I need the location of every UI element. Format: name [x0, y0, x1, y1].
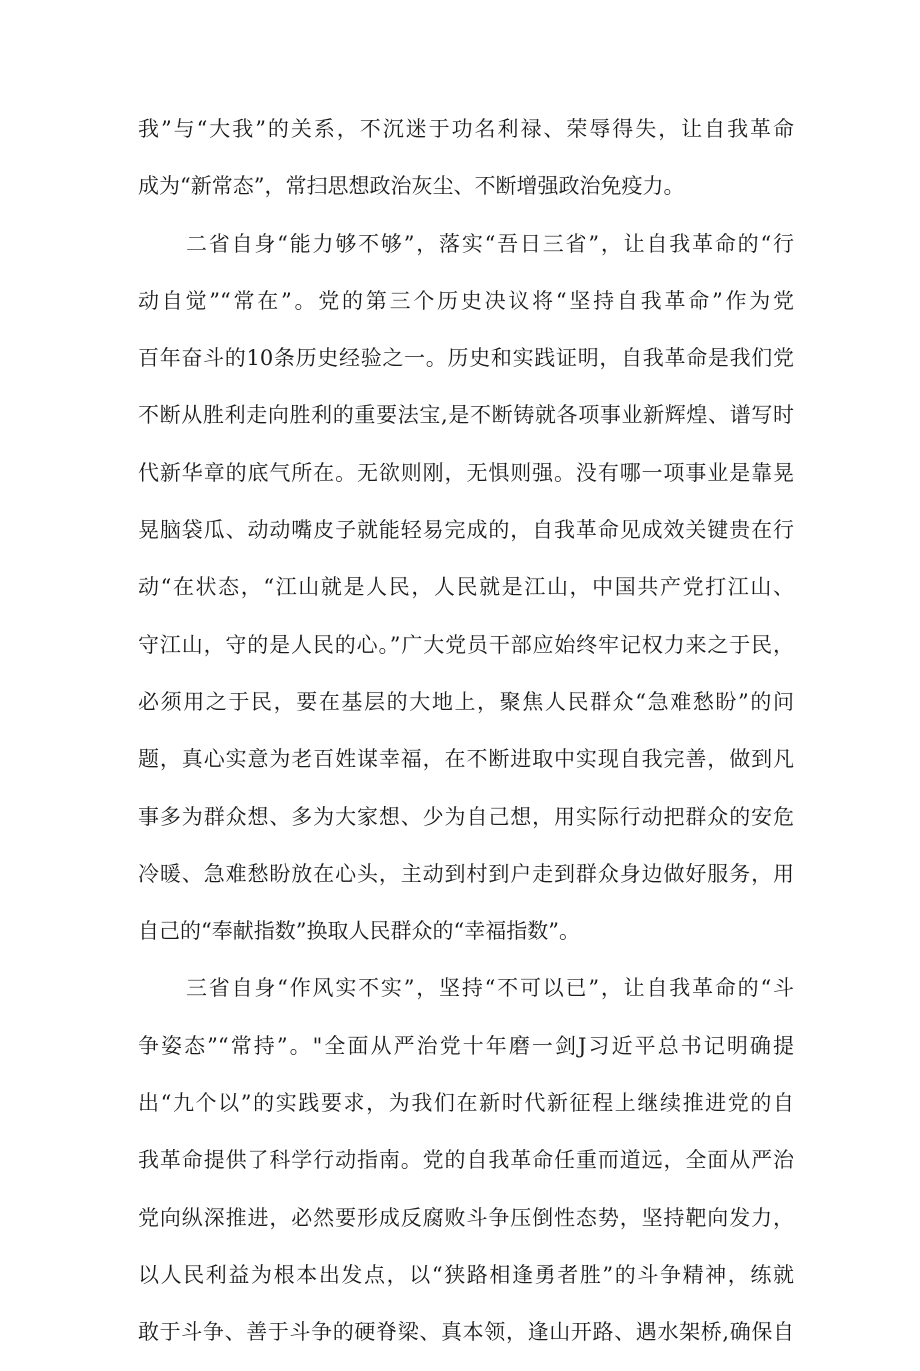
text-line: 我”与“大我”的关系，不沉迷于功名利禄、荣辱得失，让自我革命: [138, 117, 794, 141]
text-line: 自己的“奉献指数”换取人民群众的“幸福指数”。: [138, 919, 580, 944]
text-line: 题，真心实意为老百姓谋幸福，在不断进取中实现自我完善，做到凡: [138, 747, 794, 772]
text-line: 争姿态”“常持”。"全面从严治党十年磨一剑J习近平总书记明确提: [138, 1033, 794, 1058]
text-line: 代新华章的底气所在。无欲则刚，无惧则强。没有哪一项事业是靠晃: [138, 460, 794, 485]
text-line: 敢于斗争、善于斗争的硬脊梁、真本领，逢山开路、遇水架桥,确保自: [138, 1320, 794, 1345]
text-line: 二省自身“能力够不够”，落实“吾日三省”，让自我革命的“行: [186, 231, 794, 256]
text-line: 党向纵深推进，必然要形成反腐败斗争压倒性态势，坚持靶向发力，: [138, 1205, 794, 1230]
text-line: 出“九个以”的实践要求，为我们在新时代新征程上继续推进党的自: [138, 1091, 794, 1116]
text-line: 必须用之于民，要在基层的大地上，聚焦人民群众“急难愁盼”的问: [138, 689, 794, 714]
paragraph-third-reflection: [138, 969, 794, 1351]
text-line: 事多为群众想、多为大家想、少为自己想，用实际行动把群众的安危: [138, 804, 794, 829]
text-line: 百年奋斗的10条历史经验之一。历史和实践证明，自我革命是我们党: [138, 346, 794, 371]
text-line: 以人民利益为根本出发点，以“狭路相逢勇者胜”的斗争精神，练就: [138, 1262, 794, 1287]
text-line: 三省自身“作风实不实”，坚持“不可以已”，让自我革命的“斗: [186, 976, 794, 1001]
text-line: 守江山，守的是人民的心。”广大党员干部应始终牢记权力来之于民，: [138, 632, 794, 657]
text-line: 冷暖、急难愁盼放在心头，主动到村到户走到群众身边做好服务，用: [138, 861, 794, 886]
document-body: [138, 110, 794, 1371]
text-line: 成为“新常态”，常扫思想政治灰尘、不断增强政治免疫力。: [138, 174, 685, 199]
text-line: 我革命提供了科学行动指南。党的自我革命任重而道远，全面从严治: [138, 1148, 794, 1173]
text-line: 晃脑袋瓜、动动嘴皮子就能轻易完成的，自我革命见成效关键贵在行: [138, 518, 794, 543]
paragraph-continuation: [138, 110, 794, 205]
text-line: 不断从胜利走向胜利的重要法宝,是不断铸就各项事业新辉煌、谱写时: [138, 403, 794, 428]
text-line: 动自觉”“常在”。党的第三个历史决议将“坚持自我革命”作为党: [138, 288, 794, 313]
text-line: 动“在状态，“江山就是人民，人民就是江山，中国共产党打江山、: [138, 575, 794, 600]
paragraph-second-reflection: [138, 225, 794, 951]
